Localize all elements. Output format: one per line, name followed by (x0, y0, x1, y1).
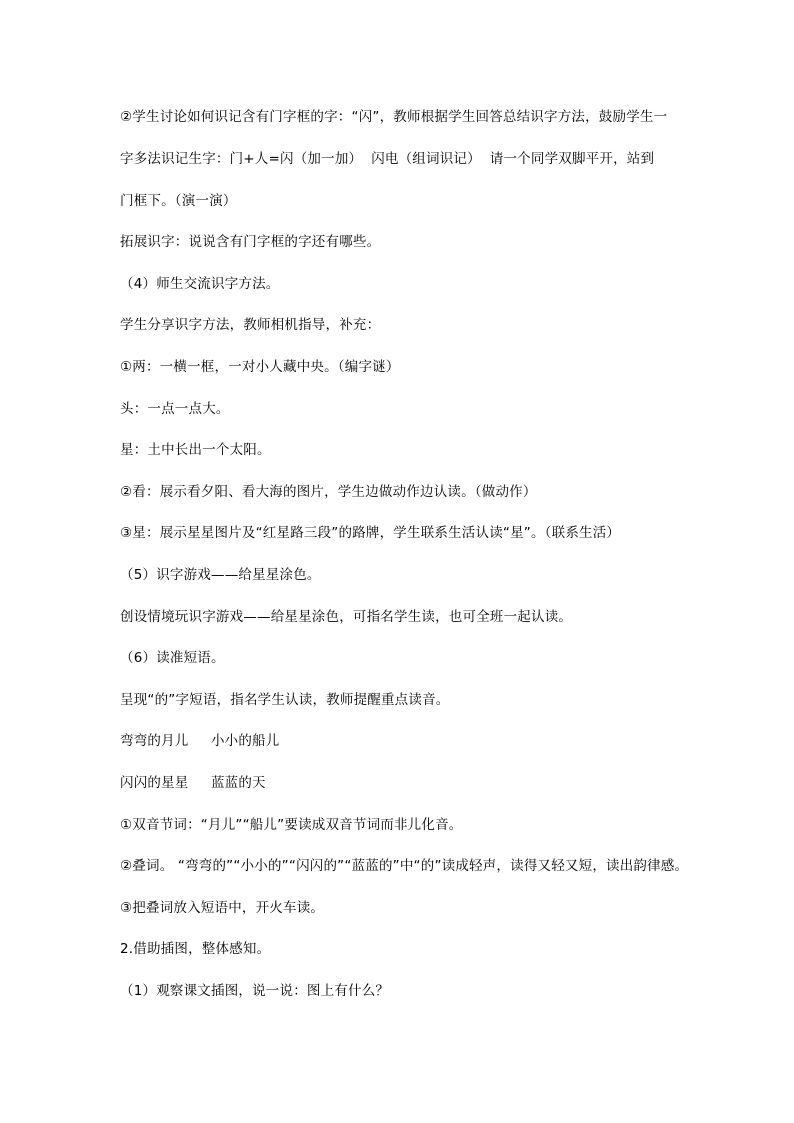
phrase-row: 闪闪的星星 蓝蓝的天 (120, 775, 266, 791)
list-item: ①双音节词：“月儿”“船儿”要读成双音节词而非儿化音。 (120, 817, 463, 833)
paragraph-line: 门框下。（演一演） (120, 193, 237, 209)
list-item: 星：土中长出一个太阳。 (120, 442, 271, 458)
section-heading: （1）观察课文插图，说一说：图上有什么？ (120, 983, 390, 999)
list-item: ①两：一横一框，一对小人藏中央。（编字谜） (120, 359, 400, 375)
paragraph-line: 创设情境玩识字游戏——给星星涂色，可指名学生读，也可全班一起认读。 (120, 609, 573, 625)
section-heading: （5）识字游戏——给星星涂色。 (120, 567, 321, 583)
list-item: 头：一点一点大。 (120, 401, 230, 417)
list-item: ③星：展示星星图片及“红星路三段”的路牌，学生联系生活认读“星”。（联系生活） (120, 525, 621, 541)
section-heading: （6）读准短语。 (120, 650, 225, 666)
list-item: ③把叠词放入短语中，开火车读。 (120, 900, 325, 916)
paragraph-line: 学生分享识字方法，教师相机指导，补充： (120, 317, 381, 333)
paragraph-line: ②学生讨论如何识记含有门字框的字：“闪”，教师根据学生回答总结识字方法，鼓励学生一 (120, 109, 668, 125)
paragraph-line: 呈现“的”字短语，指名学生认读，教师提醒重点读音。 (120, 692, 450, 708)
list-item: ②看：展示看夕阳、看大海的图片，学生边做动作边认读。（做动作） (120, 484, 537, 500)
paragraph-line: 拓展识字：说说含有门字框的字还有哪些。 (120, 234, 381, 250)
paragraph-line: 字多法识记生字：门+人=闪（加一加） 闪电（组词识记） 请一个同学双脚平开，站到 (120, 151, 655, 167)
phrase-row: 弯弯的月儿 小小的船儿 (120, 733, 280, 749)
section-heading: 2.借助插图，整体感知。 (120, 941, 271, 957)
list-item: ②叠词。 “弯弯的”“小小的”“闪闪的”“蓝蓝的”中“的”读成轻声，读得又轻又短，读出韵律感。 (120, 858, 689, 874)
section-heading: （4）师生交流识字方法。 (120, 276, 280, 292)
